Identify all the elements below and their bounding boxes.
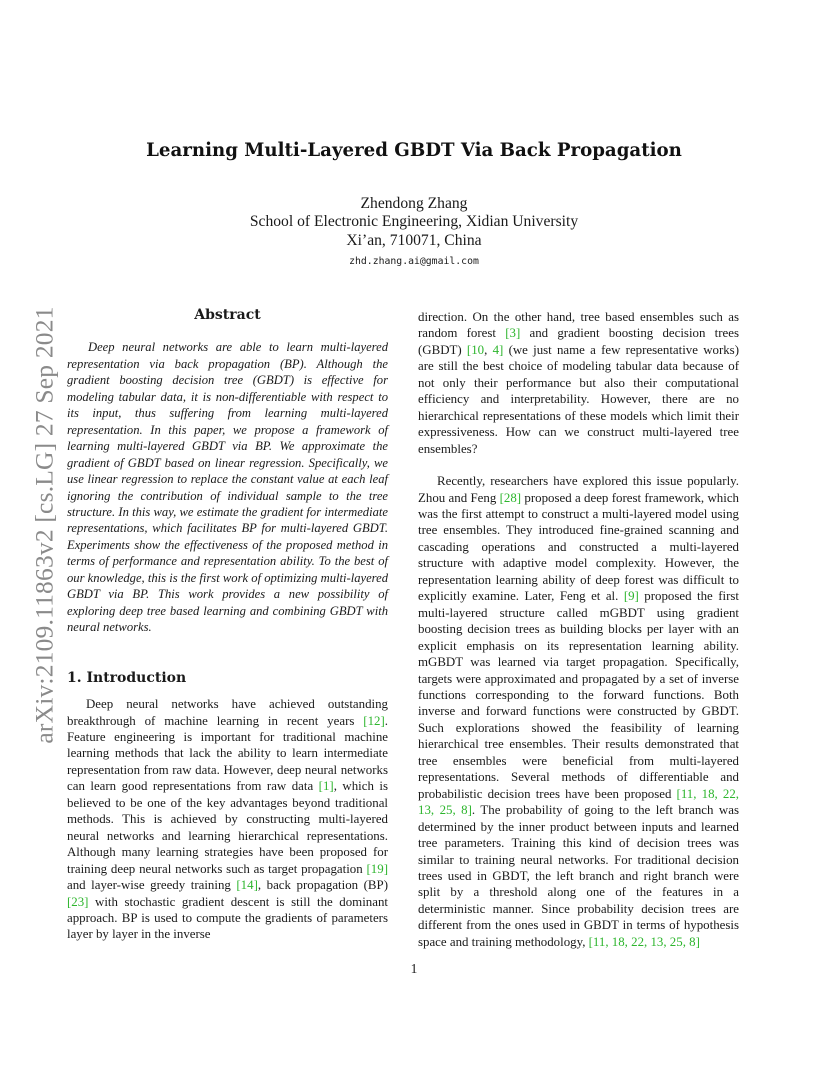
citation-link[interactable]: [3] [505,326,521,341]
citation-link[interactable]: [19] [366,861,388,876]
arxiv-sidebar [22,290,68,760]
text-run: proposed the first multi-layered structure called mGBDT using gradient boosting decision trees as building blocks per layer with an explicit emphasis on its representation learning ability. mGBDT was learned via target propagation. Specifically, targets were approximated and propagated by a set of inverse functions corresponding to the forward functions. Both inverse and forward functions were constructed by GBDT. Such explorations showed the feasibility of learning hierarchical tree ensembles. Their results demonstrated that tree ensembles were beneficial from multi-layered representations. Several methods of differentiable and probabilistic decision trees have been proposed [418,589,739,801]
text-run: direction. On the other hand, tree based ensembles such as random forest [418,310,739,341]
left-column [67,307,388,943]
citation-link[interactable]: [23] [67,894,89,909]
text-run: , which is believed to be one of the key advantages beyond traditional methods. This is achieved by constructing multi-layered neural networks and learning hierarchical representations. Although many learning strategies have been proposed for training deep neural networks such as target propagation [67,779,388,876]
text-run: . Feature engineering is important for traditional machine learning methods that lack the ability to learn intermediate representation from raw data. However, deep neural networks can learn good representations from raw data [67,713,388,794]
text-run: with stochastic gradient descent is still the dominant approach. BP is used to compute the gradients of parameters layer by layer in the inverse [67,894,388,942]
text-run: , back propagation (BP) [257,878,388,893]
citation-link[interactable]: [14] [236,878,258,893]
abstract-heading: Abstract [194,307,261,323]
citation-link[interactable]: 4] [492,342,504,357]
author-name: Zhendong Zhang [360,195,468,212]
citation-link[interactable]: [28] [499,490,522,505]
citation-link[interactable]: [12] [363,713,385,728]
page-number: 1 [410,961,418,976]
text-run: proposed a deep forest framework, which was the first attempt to construct a multi-layered model using tree ensembles. They introduced fine-grained scanning and cascading operations and constructed a multi-layered structure with adaptive model complexity. However, the representation learning ability of deep forest was difficult to explicitly examine. Later, Feng et al. [418,490,739,604]
intro-paragraph-1 [67,696,388,943]
location: Xi’an, 710071, China [346,231,482,249]
author-email[interactable]: zhd.zhang.ai@gmail.com [349,255,479,267]
abstract-text: Deep neural networks are able to learn multi-layered representation via back propagation (BP). Although the gradient boosting decision tree (GBDT) is effective for modeling tabular data, it is non-differentiable with respect to its input, thus suffering from learning multi-layered representation. In this paper, we propose a framework of learning multi-layered GBDT via BP. We approximate the gradient of GBDT based on linear regression. Specifically, we use linear regression to replace the constant value at each leaf ignoring the contribution of individual sample to the tree structure. In this way, we estimate the gradient for intermediate representations, which facilitates BP for multi-layered GBDT. Experiments show the effectiveness of the proposed method in terms of performance and representation ability. To the best of our knowledge, this is the first work of optimizing multi-layered GBDT via BP. This work provides a new possibility of exploring deep tree based learning and combining GBDT with neural networks. [67,340,388,635]
citation-link[interactable]: [1] [318,779,334,794]
right-column [418,309,739,950]
citation-link[interactable]: [11, 18, 22, 13, 25, 8] [588,934,700,949]
paper-title: Learning Multi-Layered GBDT Via Back Propagation [146,140,682,161]
intro-paragraph-2 [418,309,739,457]
intro-paragraph-3 [418,473,739,950]
text-run: . The probability of going to the left branch was determined by the inner product between inputs and learned tree parameters. Training this kind of decision trees was similar to training neural networks. For traditional decision trees used in GBDT, the left branch and right branch were split by a threshold along one of the features in a deterministic manner. Since probability decision trees are different from the ones used in GBDT in terms of hypothesis space and training methodology, [418,803,739,949]
arxiv-id: arXiv:2109.11863v2 [cs.LG] 27 Sep 2021 [30,306,60,744]
text-run: and layer-wise greedy training [67,878,237,893]
text-run: Recently, researchers have explored this issue popularly. Zhou and Feng [418,474,739,505]
citation-link[interactable]: [9] [623,589,639,604]
affiliation: School of Electronic Engineering, Xidian University [249,213,579,231]
citation-link[interactable]: [10 [466,342,485,357]
author-block [0,195,828,271]
text-run: , [484,342,493,357]
citation-link[interactable]: [11, 18, 22, 13, 25, 8] [418,786,739,818]
text-run: (we just name a few representative works) are still the best choice of modeling tabular data because of not only their performance but also their computational efficiency and interpretability. However, there are no hierarchical representations of these models which limit their expressiveness. How can we construct multi-layered tree ensembles? [418,342,739,456]
text-run: Deep neural networks have achieved outstanding breakthrough of machine learning in recent years [67,697,388,728]
introduction-heading: 1. Introduction [67,669,187,686]
text-run: and gradient boosting decision trees (GBDT) [418,326,739,357]
